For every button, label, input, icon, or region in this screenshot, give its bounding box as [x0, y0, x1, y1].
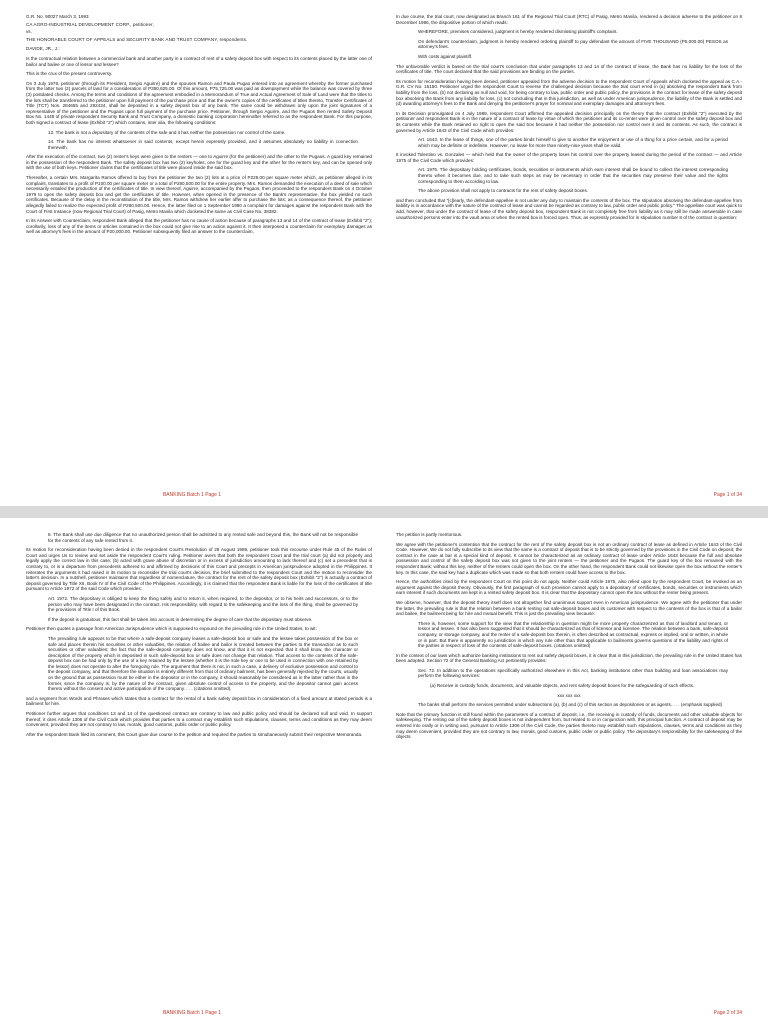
paragraph: Petitioner then quotes a passage from American Jurisprudence which is supposed to expound on the prevailing rule in the United States, to wit: [26, 626, 317, 632]
paragraph: We agree with the petitioner's contention that the contract for the rent of the safety deposit box is not an ordinary contract of lease as defined in Article 1643 of the Civil Code. However, We do not fully subscribe to its view that the same is a contract of deposit that is to be strictly governed by the provisions in the Civil Code on deposit; the contract in the case at bar is a special kind of deposit. It cannot be characterized as an ordinary contract of lease under Article 1643 because the full and absolute possession and control of the safety deposit box was not given to the joint renters — the petitioner and the Pugaos. The guard key of the box remained with the respondent Bank; without this key, neither of the renters could open the box. On the other hand, the respondent Bank could not likewise open the box without the renter's key. In this case, the said key had a duplicate which was made so that both renters could have access to the box. [396, 541, 742, 575]
paragraph: and then concluded that "[c]learly, the defendant-appellee is not under any duty to maintain the contents of the box. The stipulation absolving the defendant-appellee from liability is in accordance with the nature of the contract of lease and cannot be regarded as contrary to law, public order and public policy." The appellate court was quick to add, however, that under the contract of lease of the safety deposit box, respondent Bank is not completely free from liability as it may still be made answerable in case unauthorized persons enter into the vault area or when the rented box is forced open. Thus, as expressly provided for in stipulation number 8 of the contract in question: [396, 197, 742, 220]
paragraph: In its Answer with Counterclaim, respondent Bank alleged that the petitioner has no cause of action because of paragraphs 13 and 14 of the contract of lease (Exhibit "2"); corollarily, loss of any of the items or articles contained in the box could not give rise to an action against it. It then interposed a counterclaim for exemplary damages as well as attorney's fees in the amount of P20,000.00. Petitioner subsequently filed an answer to the counterclaim. [26, 218, 372, 235]
page-2-left-column [26, 532, 372, 1002]
paragraph: Thereafter, a certain Mrs. Margarita Ramos offered to buy from the petitioner the two (2) lots at a price of P225.00 per square meter which, as petitioner alleged in its complaint, translates to a profit of P100.00 per square meter or a total of P280,500.00 for the entire property. Mrs. Ramos demanded the execution of a deed of sale which necessarily entailed the production of the certificates of title. In view thereof, Aguirre, accompanied by the Pugaos, then proceeded to the respondent Bank on 4 October 1979 to open the safety deposit box and get the certificates of title. However, when opened in the presence of the Bank's representative, the box yielded no such certificates. Because of the delay in the reconstitution of the title, Mrs. Ramos withdrew her earlier offer to purchase the lots; as a consequence thereof, the petitioner allegedly failed to realize the expected profit of P280,500.00. Hence, the latter filed on 1 September 1980 a complaint for damages against the respondent Bank with the Court of First Instance (now Regional Trial Court) of Pasig, Metro Manila which docketed the same as Civil Case No. 38382. [26, 175, 372, 214]
paragraph: THE HONORABLE COURT OF APPEALS and SECURITY BANK AND TRUST COMPANY, respondents. [26, 36, 248, 42]
paragraph: Petitioner further argues that conditions 13 and 14 of the questioned contract are contrary to law and public policy and should be declared null and void. In support thereof, it cites Article 1306 of the Civil Code which provides that parties to a contract may establish such stipulations, clauses, terms and conditions as they may deem convenient, provided they are not contrary to law, morals, good customs, public order or public policy. [26, 711, 372, 728]
page-1-footer-batch: BANKING Batch 1 Page 1 [162, 492, 222, 498]
page-1-left-column [26, 14, 372, 484]
paragraph: Its motion for reconsideration having been denied in the respondent Court's Resolution of 28 August 1989, petitioner took this recourse under Rule 45 of the Rules of Court and urges Us to review and set aside the respondent Court's ruling. Petitioner avers that both the respondent Court and the trial court (a) did not properly and legally apply the correct law in this case; (b) acted with grave abuse of discretion or in excess of jurisdiction amounting to lack thereof and (c) set a precedent that is contrary to, or is a departure from precedents adhered to and affirmed by decisions of this Court and precepts in American jurisprudence adopted in the Philippines. It reiterates the arguments it had raised in its motion to reconsider the trial court's decision, the brief submitted to the respondent Court and the motion to reconsider the latter's decision. In a nutshell, petitioner maintains that regardless of nomenclature, the contract for the rent of the safety deposit box (Exhibit "2") is actually a contract of deposit governed by Title XII, Book IV of the Civil Code of the Philippines. Accordingly, it is claimed that the respondent Bank is liable for the loss of the certificates of title pursuant to Article 1972 of the said Code which provides: [26, 547, 372, 592]
paragraph: The banks shall perform the services permitted under subsections (a), (b) and (c) of this section as depositories or as agents. . . . (emphasis supplied) [418, 702, 723, 708]
paragraph: This is the crux of the present controversy. [26, 71, 113, 77]
paragraph: Note that the primary function is still found within the parameters of a contract of deposit, i.e., the receiving in custody of funds, documents and other valuable objects for safekeeping. The renting out of the safety deposit boxes is not independent from, but related to or in conjunction with, this principal function. A contract of deposit may be entered into orally or in writing and, pursuant to Article 1306 of the Civil Code, the parties thereto may establish such stipulations, clauses, terms and conditions as they may deem convenient, provided they are not contrary to law, morals, good customs, public order or public policy. The depositary's responsibility for the safekeeping of the objects [396, 711, 742, 740]
page-2-page-count: Page 2 of 34 [713, 1010, 742, 1016]
paragraph: (a) Receive in custody funds, documents, and valuable objects, and rent safety deposit boxes for the safeguarding of such effects. [430, 683, 695, 689]
paragraph: On 3 July 1979, petitioner (through its President, Sergio Aguirre) and the spouses Ramon and Paula Pugao entered into an agreement whereby the former purchased from the latter two (2) parcels of land for a consideration of P350,625.00. Of this amount, P75,725.00 was paid as downpayment while the balance was covered by three (3) postdated checks. Among the terms and conditions of the agreement embodied in a Memorandum of True and Actual Agreement of Sale of Land were that the titles to the lots shall be transferred to the petitioner upon full payment of the purchase price and that the owner's copies of the certificates of titles thereto, Transfer Certificates of Title (TCT) Nos. 284655 and 292434, shall be deposited in a safety deposit box of any bank. The same could be withdrawn only upon the joint signatures of a representative of the petitioner and the Pugaos upon full payment of the purchase price. Petitioner, through Sergio Aguirre, and the Pugaos then rented Safety Deposit Box No. 1448 of private respondent Security Bank and Trust Company, a domestic banking corporation hereinafter referred to as the respondent Bank. For this purpose, both signed a contract of lease (Exhibit "2") which contains, inter alia, the following conditions: [26, 80, 372, 125]
page-separator [0, 506, 768, 518]
page-2-right-column [396, 532, 742, 1002]
paragraph: There is, however, some support for the view that the relationship in question might be more properly characterized as that of landlord and tenant, or lessor and lessee. It has also been suggested that it should be characterized as that of licensor and licensee. The relation between a bank, safe-deposit company, or storage company, and the renter of a safe-deposit box therein, is often described as contractual, express or implied, oral or written, in whole or in part. But there is apparently no jurisdiction in which any rule other than that applicable to bailments governs questions of the liability and rights of the parties in respect of loss of the contents of safe-deposit boxes. (citations omitted) [418, 620, 728, 649]
page-2-footer-page-number [384, 1010, 768, 1016]
paragraph: The unfavorable verdict is based on the trial court's conclusion that under paragraphs 13 and 14 of the contract of lease, the Bank has no liability for the loss of the certificates of title. The court declared that the said provisions are binding on the parties. [396, 63, 742, 75]
paragraph: After the execution of the contract, two (2) renter's keys were given to the renters — one to Aguirre (for the petitioner) and the other to the Pugaos. A guard key remained in the possession of the respondent Bank. The safety deposit box has two (2) keyholes, one for the guard key and the other for the renter's key, and can be opened only with the use of both keys. Petitioner claims that the certificates of title were placed inside the said box. [26, 154, 372, 171]
paragraph: vs. [26, 29, 32, 35]
page-1-right-column [396, 14, 742, 484]
paragraph: We observe, however, that the deposit theory itself does not altogether find unanimous support even in American jurisprudence. We agree with the petitioner that under the latter, the prevailing rule is that the relation between a bank renting out safe-deposit boxes and its customer with respect to the contents of the box is that of a bailor and bailee, the bailment being for hire and mutual benefit. This is just the prevailing view because: [396, 599, 742, 617]
paragraph: 8. The Bank shall use due diligence that no unauthorized person shall be admitted to any rented safe and beyond this, the Bank will not be responsible for the contents of any safe rented from it. [48, 532, 358, 543]
paragraph: If the deposit is gratuitous, this fact shall be taken into account in determining the degree of care that the depositary must observe. [48, 616, 313, 622]
paragraph: Art. 1643. In the lease of things, one of the parties binds himself to give to another the enjoyment or use of a thing for a price certain, and for a period which may be definite or indefinite. However, no lease for more than ninety-nine years shall be valid. [418, 137, 728, 148]
paragraph: The prevailing rule appears to be that where a safe-deposit company leases a safe-deposit box or safe and the lessee takes possession of the box or safe and places therein his securities or other valuables, the relation of bailee and bailor is created between the parties to the transaction as to such securities or other valuables; the fact that the safe-deposit company does not know, and that it is not expected that it shall know, the character or description of the property which is deposited in such safe-deposit box or safe does not change that relation. That access to the contents of the safe-deposit box can be had only by the use of a key retained by the lessee (whether it is the sole key or one to be used in connection with one retained by the lessor) does not operate to alter the foregoing rule. The argument that there is not, in such a case, a delivery of exclusive possession and control to the deposit company, and that therefore the situation is entirely different from that of ordinary bailment, has been generally rejected by the courts, usually on the ground that as possession must be either in the depositor or in the company, it should reasonably be considered as in the latter rather than in the former, since the company is, by the nature of the contract, given absolute control of access to the property, and the depositor cannot gain access thereto without the consent and active participation of the company. . . . (citations omitted). [48, 635, 358, 692]
paragraph: The above provision shall not apply to contracts for the rent of safety deposit boxes. [418, 188, 589, 194]
paragraph: On defendant's counterclaim, judgment is hereby rendered ordering plaintiff to pay defendant the amount of FIVE THOUSAND (P5,000.00) PESOS as attorney's fees. [418, 38, 728, 50]
paragraph: In due course, the trial court, now designated as Branch 161 of the Regional Trial Court (RTC) of Pasig, Metro Manila, rendered a decision adverse to the petitioner on 8 December 1986, the dispositive portion of which reads: [396, 14, 742, 25]
paragraph: 13. The bank is not a depositary of the contents of the safe and it has neither the possession nor control of the same. [48, 129, 286, 135]
document-page-2 [0, 518, 768, 1024]
paragraph: G.R. No. 90027 March 3, 1993 [26, 14, 89, 19]
paragraph: With costs against plaintiff. [418, 53, 473, 59]
paragraph: Sec. 72. In addition to the operations specifically authorized elsewhere in this Act, banking institutions other than building and loan associations may perform the following services: [418, 667, 728, 679]
page-1-footer-page-number [384, 492, 768, 498]
page-2-footer-batch: BANKING Batch 1 Page 1 [162, 1010, 222, 1016]
paragraph: CA AGRO-INDUSTRIAL DEVELOPMENT CORP., petitioner, [26, 21, 154, 27]
paragraph: 14. The bank has no interest whatsoever in said contents, except herein expressly provided, and it assumes absolutely no liability in connection therewith. [48, 139, 358, 150]
paragraph: DAVIDE, JR., J.: [26, 46, 60, 52]
paragraph: It invoked Tolentino vs. Gonzales — which held that the owner of the property loses his control over the property leased during the period of the contract — and Article 1975 of the Civil Code which provides: [396, 152, 742, 163]
document-page-1 [0, 0, 768, 506]
paragraph: In its Decision promulgated on 4 July 1989, respondent Court affirmed the appealed decision principally on the theory that the contract (Exhibit "2") executed by the petitioner and respondent Bank is in the nature of a contract of lease by virtue of which the petitioner and its co-renter were given control over the safety deposit box and its contents while the Bank retained no right to open the said box because it had neither the possession nor control over it and its contents. As such, the contract is governed by Article 1643 of the Civil Code which provides: [396, 110, 742, 133]
paragraph: Art. 1975. The depositary holding certificates, bonds, securities or instruments which earn interest shall be bound to collect the interest corresponding thereto when it becomes due, and to take such steps as may be necessary in order that the securities may preserve their value and the rights corresponding to them according to law. [418, 167, 728, 184]
paragraph: In the context of our laws which authorize banking institutions to rent out safety deposit boxes, it is clear that in this jurisdiction, the prevailing rule in the United States has been adopted. Section 72 of the General Banking Act pertinently provides: [396, 652, 742, 664]
paragraph: xxx xxx xxx [557, 692, 581, 698]
paragraph: The petition is partly meritorious. [396, 532, 463, 537]
page-1-page-count: Page 1 of 34 [713, 492, 742, 498]
paragraph: Its motion for reconsideration having been denied, petitioner appealed from the adverse decision to the respondent Court of Appeals which docketed the appeal as C.A.-G.R. CV No. 15150. Petitioner urged the respondent Court to reverse the challenged decision because the trial court erred in (a) absolving the respondent Bank from liability from the loss, (b) not declaring as null and void, for being contrary to law, public order and public policy, the provisions in the contract for lease of the safety deposit box absolving the Bank from any liability for loss, (c) not concluding that in this jurisdiction, as well as under American jurisprudence, the liability of the Bank is settled and (d) awarding attorney's fees to the Bank and denying the petitioner's prayer for nominal and exemplary damages and attorney's fees. [396, 78, 742, 107]
paragraph: and a segment from Words and Phrases which states that a contract for the rental of a bank safety deposit box in consideration of a fixed amount at stated periods is a bailment for hire. [26, 695, 372, 707]
paragraph: After the respondent Bank filed its comment, this Court gave due course to the petition and required the parties to simultaneously submit their respective Memoranda. [26, 731, 363, 737]
paragraph: Is the contractual relation between a commercial bank and another party in a contract of rent of a safety deposit box with respect to its contents placed by the latter one of bailor and bailee or one of lessor and lessee? [26, 55, 372, 67]
paragraph: Hence, the authorities cited by the respondent Court on this point do not apply. Neither could Article 1975, also relied upon by the respondent Court, be invoked as an argument against the deposit theory. Obviously, the first paragraph of such provision cannot apply to a depositary of certificates, bonds, securities or instruments which earn interest if such documents are kept in a rented safety deposit box. It is clear that the depositary cannot open the box without the renter being present. [396, 579, 742, 596]
paragraph: WHEREFORE, premises considered, judgment is hereby rendered dismissing plaintiff's complaint. [418, 29, 618, 35]
paragraph: Art. 1972. The depositary is obliged to keep the thing safely and to return it, when required, to the depositor, or to his heirs and successors, or to the person who may have been designated in the contract. His responsibility, with regard to the safekeeping and the loss of the thing, shall be governed by the provisions of Title I of this Book. [48, 595, 358, 613]
